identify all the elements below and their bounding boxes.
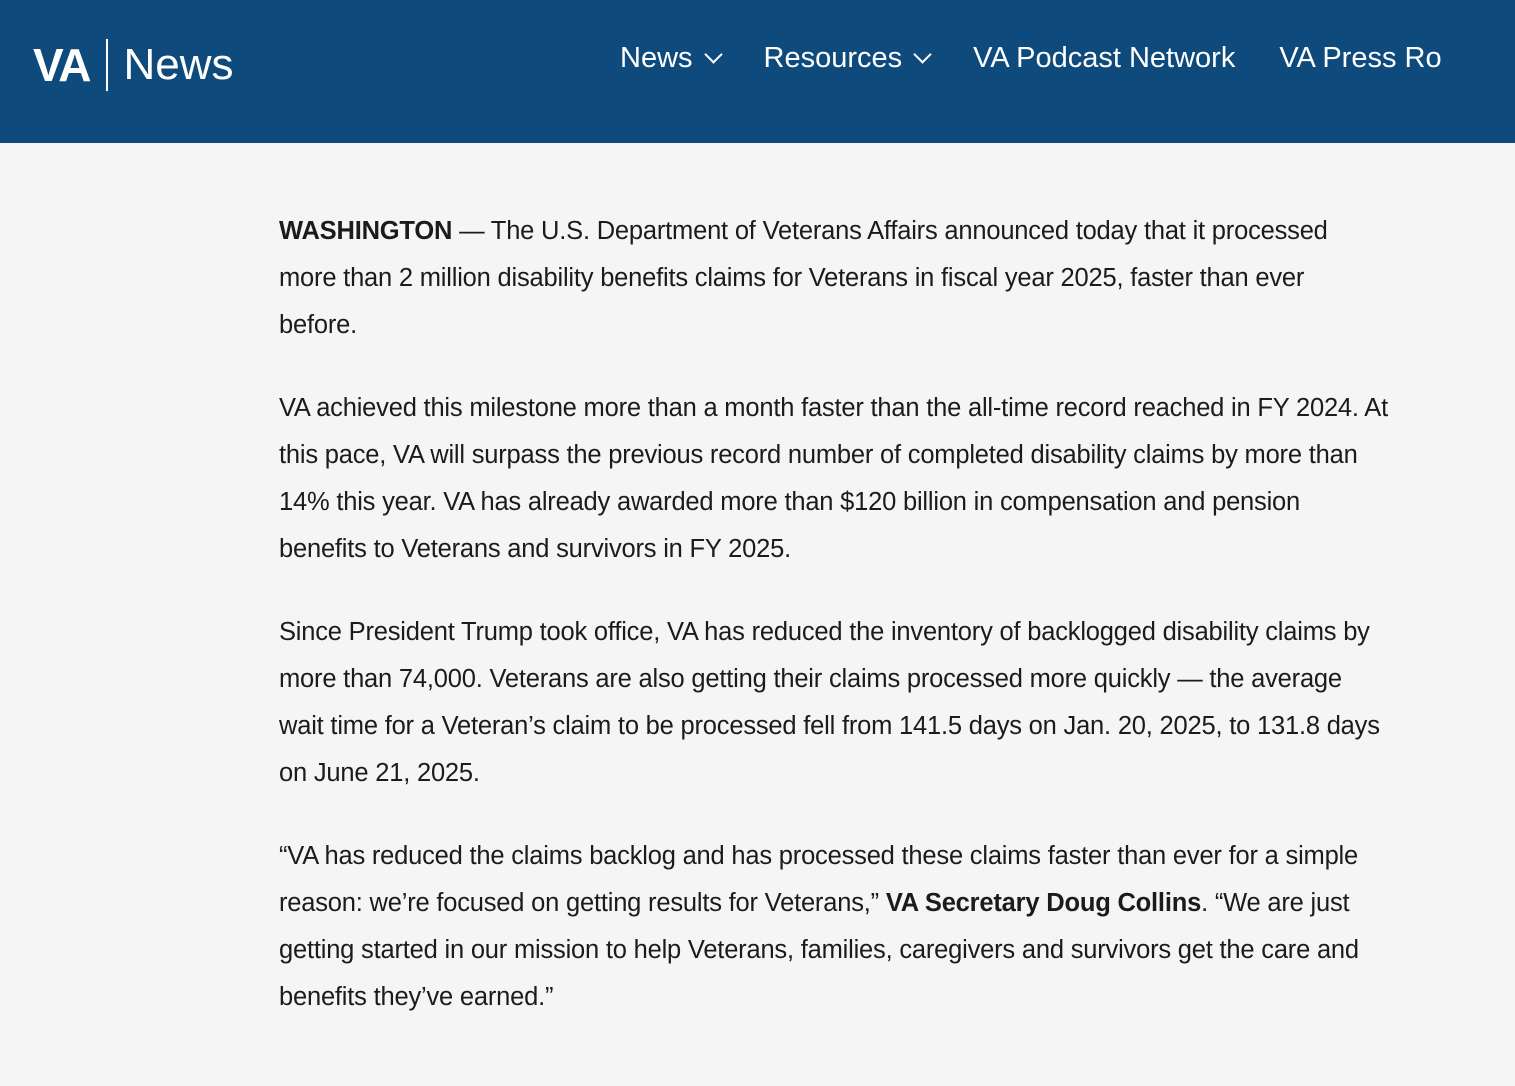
nav-va-press-room[interactable] bbox=[1279, 42, 1441, 75]
paragraph-text: — The U.S. Department of Veterans Affairs announced today that it processed more than 2 million disability benefits claims for Veterans in fiscal year 2025, faster than ever before. bbox=[279, 217, 1328, 339]
nav-news[interactable] bbox=[620, 42, 720, 75]
site-header bbox=[0, 0, 1515, 143]
chevron-down-icon bbox=[704, 45, 722, 63]
nav-podcast-label: VA Podcast Network bbox=[973, 42, 1236, 74]
paragraph-4 bbox=[279, 833, 1389, 1021]
va-news-logo[interactable] bbox=[33, 38, 234, 92]
nav-news-label: News bbox=[620, 42, 693, 74]
paragraph-1 bbox=[279, 208, 1389, 349]
nav-resources-label: Resources bbox=[763, 42, 903, 74]
chevron-down-icon bbox=[913, 45, 931, 63]
quote-text: “VA has reduced the claims backlog and has processed these claims faster than ever for a simple reason: we’re focused on getting results for Veterans,” bbox=[279, 842, 1359, 917]
nav-press-label: VA Press Ro bbox=[1279, 42, 1442, 74]
logo-divider bbox=[106, 39, 108, 91]
paragraph-2: VA achieved this milestone more than a month faster than the all-time record reached in FY 2024. At this pace, VA will surpass the previous record number of completed disability claims by more than 14% this year. VA has already awarded more than $120 billion in compensation and pension benefits to Veterans and survivors in FY 2025. bbox=[279, 394, 1388, 563]
speaker-name: VA Secretary Doug Collins bbox=[885, 889, 1202, 917]
quote-text: . “We are just getting started in our mission to help Veterans, families, caregivers and survivors get the care and benefits they’ve earned.” bbox=[279, 889, 1359, 1011]
dateline: WASHINGTON bbox=[279, 217, 453, 245]
nav-va-podcast-network[interactable] bbox=[973, 42, 1235, 75]
paragraph-3: Since President Trump took office, VA has reduced the inventory of backlogged disability claims by more than 74,000. Veterans are also getting their claims processed more quickly — the average wait time for a Veteran’s claim to be processed fell from 141.5 days on Jan. 20, 2025, to 131.8 days on June 21, 2025. bbox=[279, 618, 1380, 787]
logo-news: News bbox=[123, 40, 234, 89]
nav-resources[interactable] bbox=[764, 42, 930, 75]
article-body bbox=[279, 208, 1389, 1057]
main-nav bbox=[620, 42, 1442, 75]
logo-va: VA bbox=[33, 39, 90, 91]
